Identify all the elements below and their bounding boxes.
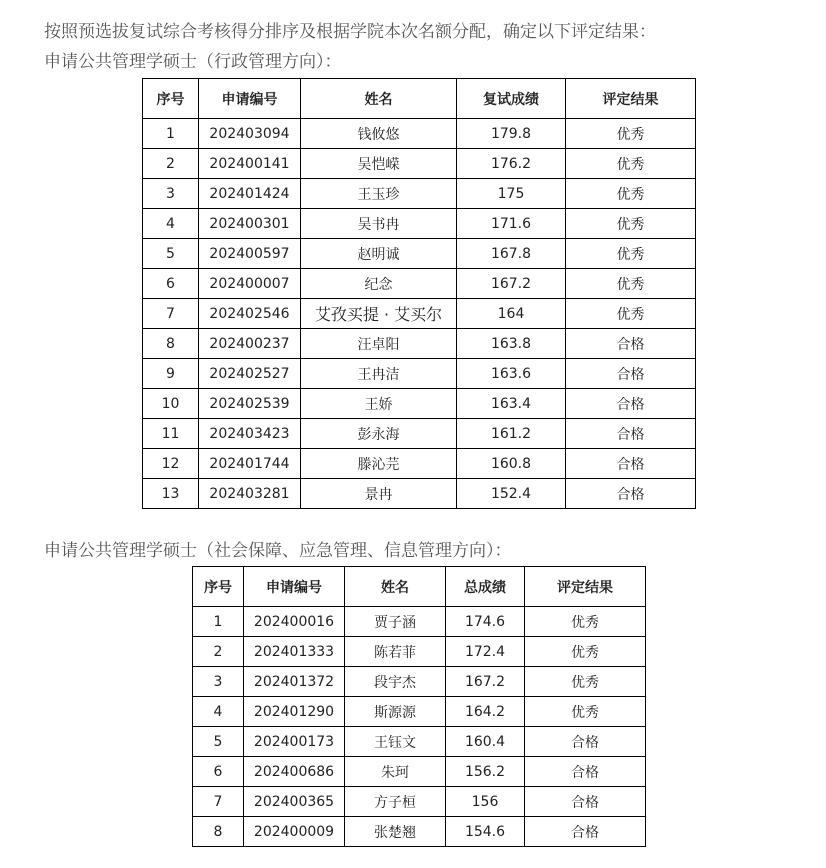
cell-score: 163.8	[457, 329, 566, 359]
cell-index: 1	[193, 607, 244, 637]
cell-index: 5	[193, 727, 244, 757]
cell-score: 179.8	[457, 119, 566, 149]
cell-result: 优秀	[525, 667, 646, 697]
cell-index: 4	[143, 209, 199, 239]
cell-result: 合格	[525, 757, 646, 787]
table-row	[143, 329, 696, 359]
cell-index: 4	[193, 697, 244, 727]
cell-result: 合格	[525, 817, 646, 847]
cell-app-id: 202401744	[199, 449, 301, 479]
table-row	[143, 119, 696, 149]
cell-name: 贾子涵	[345, 607, 446, 637]
cell-index: 13	[143, 479, 199, 509]
cell-result: 合格	[566, 389, 696, 419]
cell-score: 174.6	[446, 607, 525, 637]
cell-result: 优秀	[566, 179, 696, 209]
cell-name: 斯源源	[345, 697, 446, 727]
results-table-social	[192, 566, 646, 847]
cell-app-id: 202402539	[199, 389, 301, 419]
cell-result: 优秀	[566, 299, 696, 329]
table-row	[143, 179, 696, 209]
table-row	[143, 479, 696, 509]
header-result: 评定结果	[566, 79, 696, 119]
cell-result: 优秀	[566, 269, 696, 299]
cell-app-id: 202400141	[199, 149, 301, 179]
cell-result: 优秀	[525, 607, 646, 637]
cell-name: 陈若菲	[345, 637, 446, 667]
results-table-admin	[142, 78, 696, 509]
cell-score: 154.6	[446, 817, 525, 847]
cell-name: 赵明诚	[301, 239, 457, 269]
cell-app-id: 202400173	[244, 727, 345, 757]
cell-app-id: 202400365	[244, 787, 345, 817]
cell-result: 优秀	[525, 637, 646, 667]
cell-app-id: 202401372	[244, 667, 345, 697]
cell-app-id: 202401290	[244, 697, 345, 727]
cell-name: 王冉洁	[301, 359, 457, 389]
header-app-id: 申请编号	[244, 567, 345, 607]
header-name: 姓名	[301, 79, 457, 119]
cell-index: 8	[143, 329, 199, 359]
cell-index: 12	[143, 449, 199, 479]
cell-app-id: 202400237	[199, 329, 301, 359]
cell-index: 7	[193, 787, 244, 817]
cell-index: 6	[143, 269, 199, 299]
cell-score: 167.8	[457, 239, 566, 269]
cell-app-id: 202402527	[199, 359, 301, 389]
cell-app-id: 202400009	[244, 817, 345, 847]
cell-name: 钱攸悠	[301, 119, 457, 149]
cell-app-id: 202403281	[199, 479, 301, 509]
table-row	[143, 149, 696, 179]
cell-index: 3	[193, 667, 244, 697]
cell-index: 6	[193, 757, 244, 787]
cell-score: 160.8	[457, 449, 566, 479]
cell-score: 164	[457, 299, 566, 329]
table-row	[193, 607, 646, 637]
section2-heading: 申请公共管理学硕士（社会保障、应急管理、信息管理方向）：	[44, 541, 512, 561]
table-row	[143, 449, 696, 479]
cell-name: 艾孜买提 · 艾买尔	[301, 299, 457, 329]
cell-result: 合格	[566, 359, 696, 389]
cell-name: 彭永海	[301, 419, 457, 449]
cell-score: 163.6	[457, 359, 566, 389]
table-row	[193, 697, 646, 727]
cell-result: 优秀	[566, 239, 696, 269]
cell-name: 吴恺嵘	[301, 149, 457, 179]
cell-app-id: 202401424	[199, 179, 301, 209]
cell-name: 王娇	[301, 389, 457, 419]
cell-score: 156.2	[446, 757, 525, 787]
cell-index: 7	[143, 299, 199, 329]
cell-name: 方子桓	[345, 787, 446, 817]
cell-index: 8	[193, 817, 244, 847]
cell-score: 160.4	[446, 727, 525, 757]
cell-score: 176.2	[457, 149, 566, 179]
cell-score: 156	[446, 787, 525, 817]
cell-result: 合格	[566, 329, 696, 359]
cell-index: 11	[143, 419, 199, 449]
cell-score: 161.2	[457, 419, 566, 449]
cell-result: 优秀	[566, 149, 696, 179]
table-row	[193, 727, 646, 757]
header-app-id: 申请编号	[199, 79, 301, 119]
cell-score: 163.4	[457, 389, 566, 419]
intro-paragraph: 按照预选拔复试综合考核得分排序及根据学院本次名额分配，确定以下评定结果：	[44, 22, 656, 42]
cell-result: 合格	[566, 479, 696, 509]
cell-score: 172.4	[446, 637, 525, 667]
table-header-row	[143, 79, 696, 119]
cell-score: 171.6	[457, 209, 566, 239]
table-row	[193, 637, 646, 667]
cell-name: 汪卓阳	[301, 329, 457, 359]
cell-index: 5	[143, 239, 199, 269]
cell-app-id: 202400016	[244, 607, 345, 637]
header-score: 复试成绩	[457, 79, 566, 119]
cell-score: 167.2	[457, 269, 566, 299]
cell-result: 合格	[525, 727, 646, 757]
cell-name: 段宇杰	[345, 667, 446, 697]
table-row	[143, 239, 696, 269]
table-row	[193, 817, 646, 847]
header-result: 评定结果	[525, 567, 646, 607]
header-index: 序号	[143, 79, 199, 119]
header-total-score: 总成绩	[446, 567, 525, 607]
table-row	[143, 419, 696, 449]
header-name: 姓名	[345, 567, 446, 607]
table-header-row	[193, 567, 646, 607]
cell-app-id: 202400007	[199, 269, 301, 299]
table-row	[193, 787, 646, 817]
cell-name: 朱珂	[345, 757, 446, 787]
table-row	[143, 299, 696, 329]
cell-index: 1	[143, 119, 199, 149]
cell-result: 合格	[566, 449, 696, 479]
cell-result: 优秀	[566, 119, 696, 149]
section1-heading: 申请公共管理学硕士（行政管理方向）：	[44, 52, 342, 72]
cell-index: 9	[143, 359, 199, 389]
cell-name: 景冉	[301, 479, 457, 509]
cell-app-id: 202402546	[199, 299, 301, 329]
cell-name: 滕沁芫	[301, 449, 457, 479]
cell-score: 175	[457, 179, 566, 209]
cell-result: 合格	[566, 419, 696, 449]
cell-app-id: 202401333	[244, 637, 345, 667]
table-row	[143, 209, 696, 239]
cell-app-id: 202403094	[199, 119, 301, 149]
table-row	[193, 757, 646, 787]
cell-score: 167.2	[446, 667, 525, 697]
cell-name: 王玉珍	[301, 179, 457, 209]
cell-index: 10	[143, 389, 199, 419]
cell-score: 152.4	[457, 479, 566, 509]
cell-name: 王钰文	[345, 727, 446, 757]
cell-app-id: 202403423	[199, 419, 301, 449]
header-index: 序号	[193, 567, 244, 607]
cell-name: 张楚翘	[345, 817, 446, 847]
cell-app-id: 202400301	[199, 209, 301, 239]
cell-name: 纪念	[301, 269, 457, 299]
table-row	[143, 269, 696, 299]
cell-index: 2	[193, 637, 244, 667]
cell-index: 3	[143, 179, 199, 209]
cell-result: 优秀	[525, 697, 646, 727]
cell-result: 优秀	[566, 209, 696, 239]
table-row	[193, 667, 646, 697]
cell-app-id: 202400686	[244, 757, 345, 787]
cell-result: 合格	[525, 787, 646, 817]
table-row	[143, 359, 696, 389]
table-row	[143, 389, 696, 419]
cell-index: 2	[143, 149, 199, 179]
cell-score: 164.2	[446, 697, 525, 727]
cell-name: 吴书冉	[301, 209, 457, 239]
cell-app-id: 202400597	[199, 239, 301, 269]
